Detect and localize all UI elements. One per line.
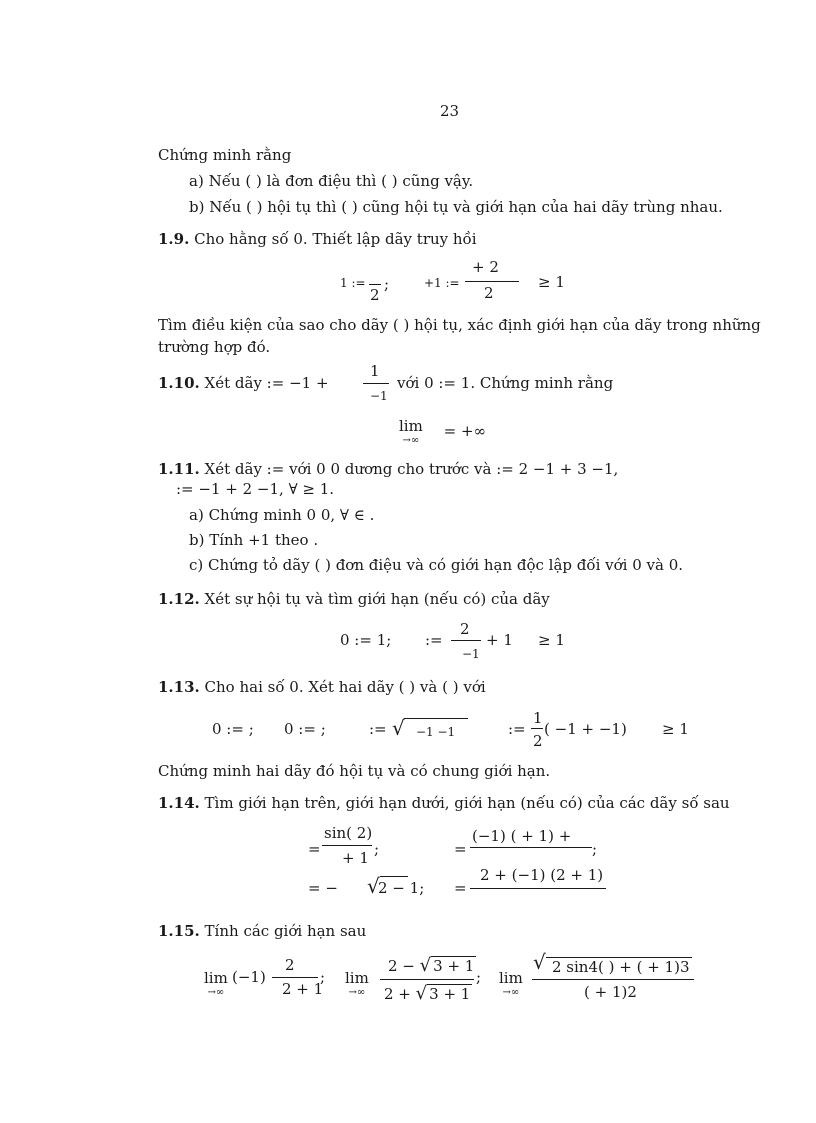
problem-text: Tính các giới hạn sau: [204, 922, 367, 940]
problem-text: Tìm giới hạn trên, giới hạn dưới, giới hạn (nếu có) của các dãy số sau: [204, 794, 730, 812]
formula-left: 1 :=: [340, 276, 366, 290]
fraction-den: [384, 985, 472, 1003]
sqrt-sign: √: [392, 716, 405, 740]
item-c: c) Chứng tỏ dãy ( ) đơn điệu và có giới hạn độc lập đối với 0 và 0.: [189, 556, 684, 574]
limit-1: [204, 970, 228, 998]
formula-plus: + 1: [486, 631, 513, 649]
fraction-bar: [322, 845, 372, 846]
formula-condition: ≥ 1: [538, 273, 565, 291]
separator: ;: [374, 840, 380, 858]
problem-text: Cho hai số 0. Xét hai dãy ( ) và ( ) với: [204, 678, 486, 696]
problem-text: Xét dãy := −1 +: [204, 374, 329, 392]
fraction-den: 2: [533, 732, 543, 750]
problem-1-10: [158, 376, 329, 391]
numerator-part: 2 −: [388, 957, 415, 975]
fraction-bar: [451, 640, 481, 641]
fraction-bar: [470, 888, 606, 889]
sqrt-sign: √: [533, 950, 546, 974]
fraction-bar: [470, 847, 592, 848]
fraction-bar: [531, 728, 543, 729]
fraction-num: 2: [460, 620, 470, 638]
sqrt-bar: [404, 718, 468, 719]
fraction-den: + 1: [342, 849, 369, 867]
fraction-num: 1: [370, 362, 380, 380]
fraction-num: sin( 2): [324, 824, 373, 842]
item-b: b) Nếu ( ) hội tụ thì ( ) cũng hội tụ và giới hạn của hai dãy trùng nhau.: [189, 198, 723, 216]
problem-1-15: [158, 924, 366, 939]
fraction-num: (−1) ( + 1) +: [472, 827, 572, 845]
problem-label: 1.11.: [158, 460, 200, 478]
lim-under: →∞: [402, 434, 420, 446]
problem-text: Tìm điều kiện của sao cho dãy ( ) hội tụ, xác định giới hạn của dãy trong những: [158, 316, 761, 334]
formula-sep: ;: [384, 275, 390, 293]
fraction-den: ( + 1)2: [584, 983, 637, 1001]
problem-label: 1.9.: [158, 230, 190, 248]
formula-d: :=: [508, 720, 526, 738]
sqrt-sign: √: [415, 983, 428, 1004]
separator: ;: [592, 840, 598, 858]
fraction-bar: [380, 979, 474, 980]
problem-label: 1.14.: [158, 794, 200, 812]
problem-label: 1.10.: [158, 374, 200, 392]
lim-word: lim: [204, 969, 228, 987]
fraction-num: [388, 957, 476, 975]
lim-under: →∞: [502, 986, 520, 998]
lim-word: lim: [399, 417, 423, 435]
sqrt-sign: √: [419, 955, 432, 976]
problem-text: Chứng minh hai dãy đó hội tụ và có chung giới hạn.: [158, 762, 551, 780]
lim-word: lim: [499, 969, 523, 987]
expression: = −: [308, 879, 338, 897]
fraction-bar: [369, 284, 381, 285]
formula-condition: ≥ 1: [538, 631, 565, 649]
sqrt-radicand: −1 −1: [416, 725, 456, 739]
problem-text: trường hợp đó.: [158, 338, 271, 356]
equals: =: [308, 840, 321, 858]
problem-text: Xét sự hội tụ và tìm giới hạn (nếu có) của dãy: [204, 590, 550, 608]
fraction-bar: [363, 383, 389, 384]
formula-right: +1 :=: [424, 276, 460, 290]
lim-word: lim: [345, 969, 369, 987]
sqrt-radicand: 3 + 1: [429, 985, 471, 1003]
formula-left-den: 2: [370, 286, 380, 304]
problem-1-14: [158, 796, 730, 811]
formula-condition: ≥ 1: [662, 720, 689, 738]
lim-under: →∞: [207, 986, 225, 998]
problem-1-9: [158, 232, 477, 247]
limit-3: [499, 970, 523, 998]
formula-mid: :=: [425, 631, 443, 649]
item-b: b) Tính +1 theo .: [189, 531, 319, 549]
fraction-num: 1: [533, 709, 543, 727]
sqrt-radicand: 2 − 1;: [378, 879, 425, 897]
sqrt-bar: [380, 876, 408, 877]
problem-1-12: [158, 592, 550, 607]
formula-right-den: 2: [484, 284, 494, 302]
formula-c: :=: [369, 720, 387, 738]
formula-right-num: + 2: [472, 258, 499, 276]
problem-1-13: [158, 680, 486, 695]
problem-text: Cho hằng số 0. Thiết lập dãy truy hồi: [194, 230, 477, 248]
equals: =: [454, 840, 467, 858]
fraction-num: 2: [285, 956, 295, 974]
problem-label: 1.12.: [158, 590, 200, 608]
problem-label: 1.15.: [158, 922, 200, 940]
page-number: 23: [440, 102, 460, 120]
limit-expression: [399, 418, 486, 446]
fraction-bar: [465, 281, 519, 282]
denominator-part: 2 +: [384, 985, 411, 1003]
sqrt-sign: √: [367, 874, 380, 898]
lim-under: →∞: [348, 986, 366, 998]
fraction-bar: [272, 977, 318, 978]
problem-label: 1.13.: [158, 678, 200, 696]
prove-statement: Chứng minh rằng: [158, 146, 292, 164]
separator: ;: [320, 968, 326, 986]
problem-1-11: [158, 462, 618, 477]
problem-text: := −1 + 2 −1, ∀ ≥ 1.: [176, 480, 335, 498]
fraction-den: −1: [370, 389, 388, 403]
fraction-den: 2 + 1: [282, 980, 324, 998]
formula-a: 0 := ;: [212, 720, 254, 738]
equals: =: [454, 879, 467, 897]
formula-b: 0 := ;: [284, 720, 326, 738]
problem-text: với 0 := 1. Chứng minh rằng: [397, 374, 614, 392]
item-a: a) Nếu ( ) là đơn điệu thì ( ) cũng vậy.: [189, 172, 474, 190]
lim-value: = +∞: [443, 421, 487, 440]
sqrt-radicand: 3 + 1: [433, 957, 475, 975]
fraction-den: −1: [462, 647, 480, 661]
limit-prefix: (−1): [232, 968, 266, 986]
item-a: a) Chứng minh 0 0, ∀ ∈ .: [189, 506, 375, 524]
formula-d-rest: ( −1 + −1): [544, 720, 627, 738]
limit-2: [345, 970, 369, 998]
fraction-num: 2 sin4( ) + ( + 1)3: [552, 958, 690, 976]
separator: ;: [476, 968, 482, 986]
formula-left: 0 := 1;: [340, 631, 392, 649]
fraction-bar: [532, 979, 694, 980]
problem-text: Xét dãy := với 0 0 dương cho trước và := 2 −1 + 3 −1,: [204, 460, 619, 478]
fraction-num: 2 + (−1) (2 + 1): [480, 866, 604, 884]
